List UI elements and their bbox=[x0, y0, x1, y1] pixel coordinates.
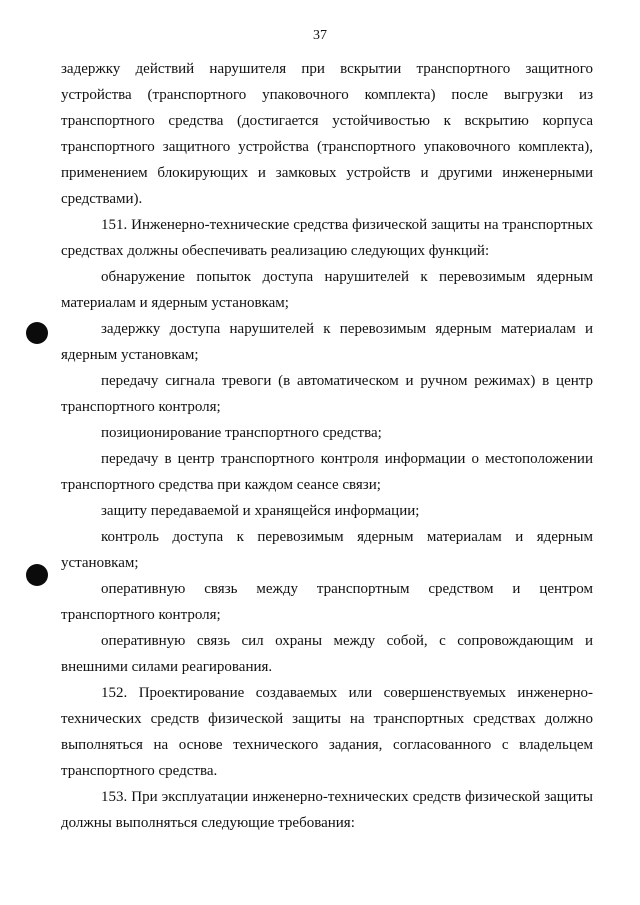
list-item-alarm: передачу сигнала тревоги (в автоматическом и ручном режимах) в центр транспортного контроля; bbox=[61, 373, 593, 415]
paragraph-continuation: задержку действий нарушителя при вскрытии транспортного защитного устройства (транспортного упаковочного комплекта) после выгрузки из транспортного средства (достигается устойчивостью к вскрытию корпуса транспортного защитного устройства (транспортного упаковочного комплекта), применением блокирующих и замковых устройств и другими инженерными средствами). bbox=[61, 61, 593, 207]
list-item-access-control: контроль доступа к перевозимым ядерным материалам и ядерным установкам; bbox=[61, 529, 593, 571]
punch-hole-icon bbox=[26, 322, 48, 344]
list-item-info-protection: защиту передаваемой и хранящейся информации; bbox=[101, 503, 420, 519]
paragraph-151: 151. Инженерно-технические средства физической защиты на транспортных средствах должны обеспечивать реализацию следующих функций: bbox=[61, 217, 593, 259]
page-number: 37 bbox=[313, 28, 327, 43]
paragraph-153: 153. При эксплуатации инженерно-технических средств физической защиты должны выполняться следующие требования: bbox=[61, 789, 593, 831]
list-item-location-transfer: передачу в центр транспортного контроля информации о местоположении транспортного средства при каждом сеансе связи; bbox=[61, 451, 593, 493]
list-item-positioning: позиционирование транспортного средства; bbox=[101, 425, 382, 441]
paragraph-152: 152. Проектирование создаваемых или совершенствуемых инженерно-технических средств физической защиты на транспортных средствах должно выполняться на основе технического задания, согласованного с владельцем транспортного средства. bbox=[61, 685, 593, 779]
punch-hole-icon bbox=[26, 564, 48, 586]
list-item-operative-link-center: оперативную связь между транспортным средством и центром транспортного контроля; bbox=[61, 581, 593, 623]
list-item-delay: задержку доступа нарушителей к перевозимым ядерным материалам и ядерным установкам; bbox=[61, 321, 593, 363]
list-item-operative-link-guards: оперативную связь сил охраны между собой, с сопровождающим и внешними силами реагирования. bbox=[61, 633, 593, 675]
list-item-detection: обнаружение попыток доступа нарушителей к перевозимым ядерным материалам и ядерным установкам; bbox=[61, 269, 593, 311]
document-body bbox=[61, 56, 593, 836]
